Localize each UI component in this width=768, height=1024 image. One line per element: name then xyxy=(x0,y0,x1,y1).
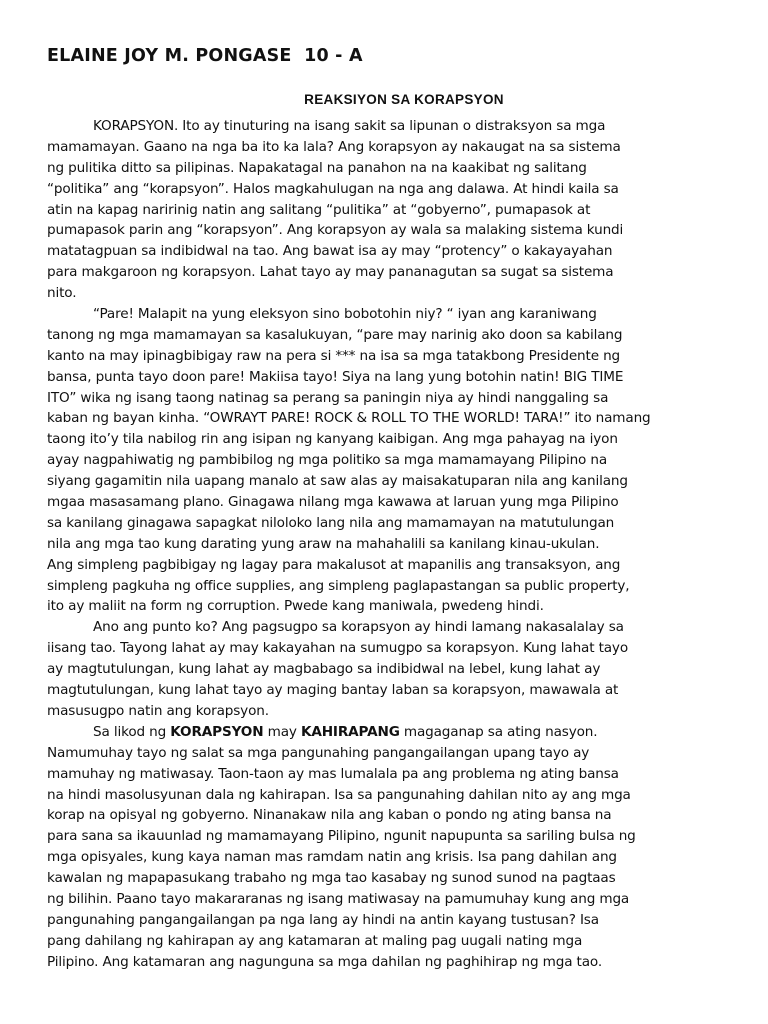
essay-line: nito. xyxy=(47,285,77,302)
essay-line: Namumuhay tayo ng salat sa mga pangunahing pangangailangan upang tayo ay xyxy=(47,744,590,761)
essay-line: nila ang mga tao kung darating yung araw na mahahalili sa kanilang kinau-ukulan. xyxy=(47,535,600,552)
essay-line: simpleng pagkuha ng office supplies, ang simpleng paglapastangan sa public property, xyxy=(47,577,630,594)
essay-line: ng pulitika ditto sa pilipinas. Napakatagal na panahon na na kaakibat ng salitang xyxy=(47,159,587,176)
essay-line: mgaa masasamang plano. Ginagawa nilang mga kawawa at laruan yung mga Pilipino xyxy=(47,494,619,511)
essay-line: “Pare! Malapit na yung eleksyon sino bobotohin niy? “ iyan ang karaniwang xyxy=(93,306,597,323)
essay-line: kaban ng bayan kinha. “OWRAYT PARE! ROCK & ROLL TO THE WORLD! TARA!” ito namang xyxy=(47,410,651,427)
essay-body xyxy=(47,116,719,973)
essay-line: siyang gagamitin nila uapang manalo at saw alas ay maisakatuparan nila ang kanilang xyxy=(47,473,628,490)
text-run: magaganap sa ating nasyon. xyxy=(399,723,598,740)
essay-line: sa kanilang ginagawa sapagkat niloloko lang nila ang mamamayan na matutulungan xyxy=(47,514,615,531)
essay-line: mga opisyales, kung kaya naman mas ramdam natin ang krisis. Isa pang dahilan ang xyxy=(47,849,617,866)
essay-line: ng bilihin. Paano tayo makararanas ng isang matiwasay na pamumuhay kung ang mga xyxy=(47,890,630,907)
emphasis-korapsyon: KORAPSYON xyxy=(170,723,264,740)
essay-line: ay magtutulungan, kung lahat ay magbabago sa indibidwal na lebel, kung lahat ay xyxy=(47,661,601,678)
essay-line: magtutulungan, kung lahat tayo ay maging bantay laban sa korapsyon, mawawala at xyxy=(47,682,619,699)
essay-line: korap na opisyal ng gobyerno. Ninanakaw nila ang kaban o pondo ng ating bansa na xyxy=(47,807,612,824)
author-name-and-section: ELAINE JOY M. PONGASE 10 - A xyxy=(47,46,363,66)
essay-line: ito ay maliit na form ng corruption. Pwede kang maniwala, pwedeng hindi. xyxy=(47,598,544,615)
essay-line: KORAPSYON. Ito ay tinuturing na isang sakit sa lipunan o distraksyon sa mga xyxy=(93,118,606,134)
essay-line: mamuhay ng matiwasay. Taon-taon ay mas lumalala pa ang problema ng ating bansa xyxy=(47,765,619,782)
essay-line: pang dahilang ng kahirapan ay ang katamaran at maling pag uugali nating mga xyxy=(47,932,583,949)
essay-line: na hindi masolusyunan dala ng kahirapan. Isa sa pangunahing dahilan nito ay ang mga xyxy=(47,786,631,803)
essay-line: iisang tao. Tayong lahat ay may kakayahan na sumugpo sa korapsyon. Kung lahat tayo xyxy=(47,640,628,657)
text-run: Sa likod ng xyxy=(93,723,171,740)
essay-line: matatagpuan sa indibidwal na tao. Ang bawat isa ay may “protency” o kakayayahan xyxy=(47,243,613,260)
essay-title: REAKSIYON SA KORAPSYON xyxy=(304,92,504,107)
essay-line: Pilipino. Ang katamaran ang nagunguna sa mga dahilan ng paghihirap ng mga tao. xyxy=(47,953,603,970)
essay-line: “politika” ang “korapsyon”. Halos magkahulugan na nga ang dalawa. At hindi kaila sa xyxy=(47,180,619,197)
essay-line: pumapasok parin ang “korapsyon”. Ang korapsyon ay wala sa malaking sistema kundi xyxy=(47,222,624,239)
essay-line: Ang simpleng pagbibigay ng lagay para makalusot at mapanilis ang transaksyon, ang xyxy=(47,556,621,573)
essay-line-with-emphasis xyxy=(47,722,719,743)
essay-line: Ano ang punto ko? Ang pagsugpo sa korapsyon ay hindi lamang nakasalalay sa xyxy=(93,619,624,636)
essay-line: ayay nagpahiwatig ng pambibilog ng mga politiko sa mga mamamayang Pilipino na xyxy=(47,452,608,469)
essay-line: bansa, punta tayo doon pare! Makiisa tayo! Siya na lang yung botohin natin! BIG TIME xyxy=(47,368,624,385)
emphasis-kahirapang: KAHIRAPANG xyxy=(300,723,400,740)
essay-line: para makgaroon ng korapsyon. Lahat tayo ay may pananagutan sa sugat sa sistema xyxy=(47,264,614,281)
essay-line: taong ito’y tila nabilog rin ang isipan ng kanyang kaibigan. Ang mga pahayag na iyon xyxy=(47,431,618,448)
essay-line: pangunahing pangangailangan pa nga lang ay hindi na antin kayang tustusan? Isa xyxy=(47,911,599,928)
essay-line: mamamayan. Gaano na nga ba ito ka lala? Ang korapsyon ay nakaugat na sa sistema xyxy=(47,138,621,155)
essay-line: kawalan ng mapapasukang trabaho ng mga tao kasabay ng sunod sunod na pagtaas xyxy=(47,870,616,887)
essay-line: atin na kapag naririnig natin ang salitang “pulitika” at “gobyerno”, pumapasok at xyxy=(47,201,591,218)
essay-line: ITO” wika ng isang taong natinag sa perang sa paningin niya ay hindi nanggaling sa xyxy=(47,389,609,406)
essay-line: tanong ng mga mamamayan sa kasalukuyan, “pare may narinig ako doon sa kabilang xyxy=(47,326,623,343)
essay-line: kanto na may ipinagbibigay raw na pera si *** na isa sa mga tatakbong Presidente ng xyxy=(47,347,621,364)
essay-line: masusugpo natin ang korapsyon. xyxy=(47,702,269,719)
text-run: may xyxy=(263,723,301,740)
essay-line: para sana sa ikauunlad ng mamamayang Pilipino, ngunit napupunta sa sariling bulsa ng xyxy=(47,828,636,845)
